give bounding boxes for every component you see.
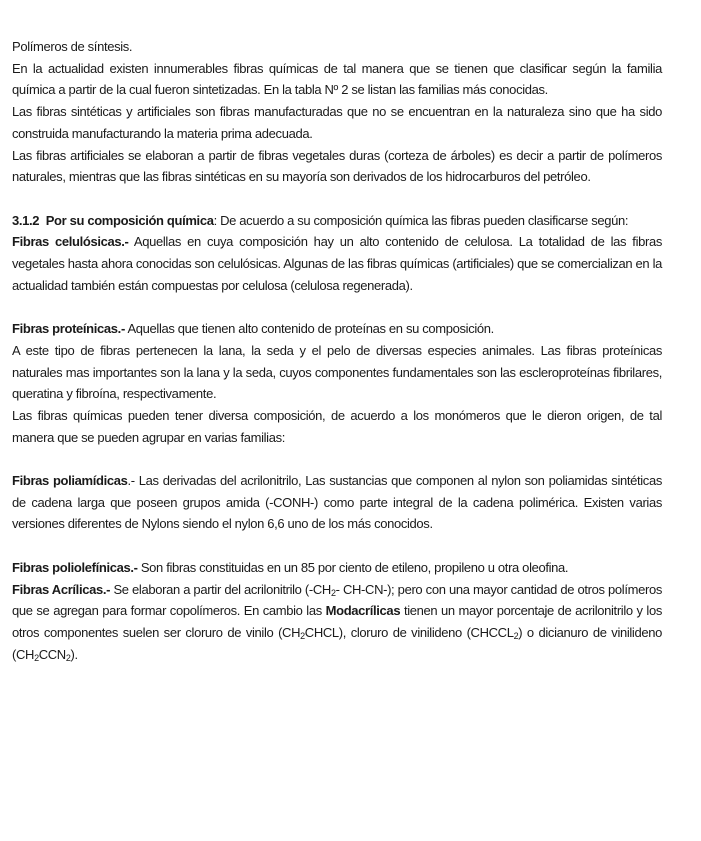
poliamidicas-paragraph [12, 470, 662, 535]
intro-heading: Polímeros de síntesis. [12, 39, 133, 54]
section-number: 3.1.2 [12, 212, 40, 228]
poliamidicas-term: Fibras poliamídicas [12, 473, 128, 489]
intro-paragraph-3: Las fibras artificiales se elaboran a partir de fibras vegetales duras (corteza de árboles) es decir a partir de polímeros naturales, mientras que las fibras sintéticas en su mayoría son derivados de los hidrocarburos del petróleo. [12, 147, 662, 185]
modacrilicas-term: Modacrílicas [325, 603, 401, 619]
section-heading [12, 210, 662, 232]
proteinicas-paragraph [12, 318, 662, 340]
acrilicas-paragraph [12, 579, 662, 666]
document-body [12, 36, 662, 665]
proteinicas-term: Fibras proteínicas.- [12, 321, 125, 337]
intro-paragraph-2: Las fibras sintéticas y artificiales son fibras manufacturadas que no se encuentran en la naturaleza sino que ha sido construida manufacturando la materia prima adecuada. [12, 104, 662, 141]
section-title: Por su composición química [45, 212, 214, 228]
acrilicas-text: CCN [38, 646, 66, 662]
acrilicas-text: CHCL), cloruro de vinilideno (CHCCL [304, 624, 514, 640]
section-text: : De acuerdo a su composición química las fibras pueden clasificarse según: [213, 212, 629, 228]
subscript: 2 [65, 652, 71, 663]
acrilicas-text: tienen un mayor porcentaje de acrilonitrilo y los otros componentes suelen ser cloruro de vinilo (CH [12, 603, 662, 640]
poliamidicas-text: .- Las derivadas del acrilonitrilo, Las sustancias que componen al nylon son poliamidas sintéticas de cadena larga que poseen grupos amida (-CONH-) como parte integral de la cadena polimérica. Existen varias versiones diferentes de Nylons siendo el nylon 6,6 uno de los más conocidos. [12, 473, 662, 532]
proteinicas-text: Aquellas que tienen alto contenido de proteínas en su composición. [124, 321, 494, 337]
poliolefinicas-text: Son fibras constituidas en un 85 por ciento de etileno, propileno u otra oleofina. [137, 559, 569, 575]
acrilicas-text: Se elaboran a partir del acrilonitrilo (-CH [110, 581, 331, 597]
proteinicas-paragraph-3: Las fibras químicas pueden tener diversa composición, de acuerdo a los monómeros que le dieron origen, de tal manera que se pueden agrupar en varias familias: [12, 407, 662, 445]
celulosicas-paragraph [12, 231, 662, 296]
acrilicas-text: ) o dicianuro de vinilideno (CH [12, 624, 662, 662]
acrilicas-text: - CH-CN-); pero con una mayor cantidad de otros polímeros que se agregan para formar copolímeros. En cambio las [12, 581, 662, 619]
subscript: 2 [513, 630, 519, 641]
subscript: 2 [34, 652, 39, 663]
proteinicas-paragraph-2: A este tipo de fibras pertenecen la lana, la seda y el pelo de diversas especies animales. Las fibras proteínicas naturales mas importantes son la lana y la seda, cuyos componentes fundamentales son las escleroproteínas fibrilares, queratina y fibroína, respectivamente. [12, 342, 662, 402]
celulosicas-term: Fibras celulósicas.- [12, 234, 129, 250]
celulosicas-text: Aquellas en cuya composición hay un alto contenido de celulosa. La totalidad de las fibras vegetales hasta ahora conocidas son celulósicas. Algunas de las fibras químicas (artificiales) que se comercializan en la actualidad también están compuestas por celulosa (celulosa regenerada). [12, 234, 662, 293]
subscript: 2 [300, 630, 305, 641]
acrilicas-term: Fibras Acrílicas.- [12, 581, 111, 597]
subscript: 2 [330, 587, 336, 598]
poliolefinicas-term: Fibras poliolefínicas.- [12, 559, 138, 575]
acrilicas-text: ). [70, 646, 78, 662]
intro-paragraph-1: En la actualidad existen innumerables fibras químicas de tal manera que se tienen que clasificar según la familia química a partir de la cual fueron sintetizadas. En la tabla Nº 2 se listan las familias más conocidas. [12, 60, 662, 98]
poliolefinicas-paragraph [12, 557, 662, 579]
